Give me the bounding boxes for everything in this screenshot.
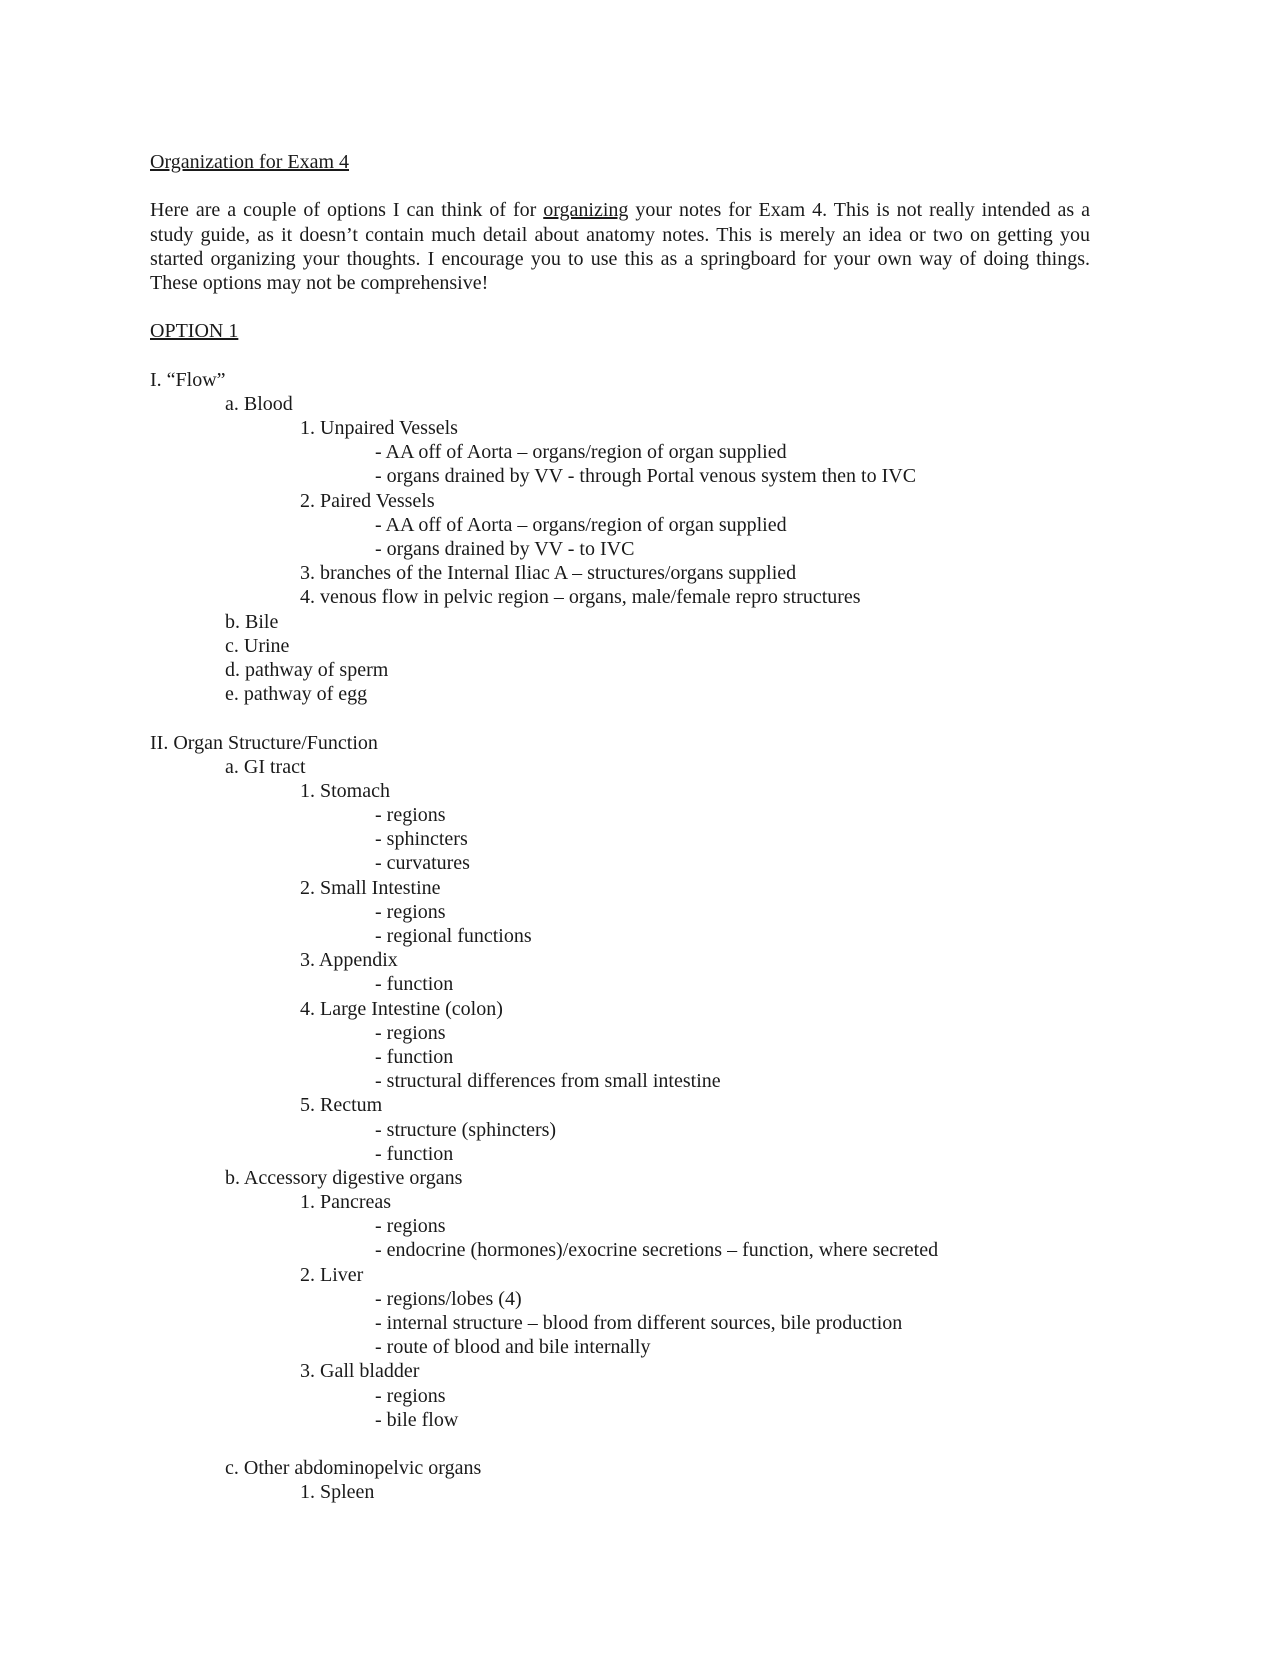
outline-item-level-1: b. Bile — [225, 610, 279, 633]
outline-item-level-3: - function — [375, 1142, 454, 1165]
outline-item-level-2: 3. branches of the Internal Iliac A – structures/organs supplied — [300, 562, 797, 585]
outline-item-level-3: - sphincters — [375, 828, 468, 851]
outline-item-level-3: - organs drained by VV - to IVC — [375, 538, 635, 560]
outline-item-level-0: I. “Flow” — [150, 368, 226, 391]
outline-item-level-1: a. Blood — [225, 392, 293, 415]
outline-item-level-3: - structure (sphincters) — [375, 1118, 557, 1141]
outline-item-level-3: - regions — [375, 1384, 446, 1407]
outline-item-level-0: II. Organ Structure/Function — [150, 731, 378, 754]
outline-item-level-1: e. pathway of egg — [225, 683, 368, 706]
organizing-word: organizing — [543, 199, 629, 222]
outline-item-level-2: 4. venous flow in pelvic region – organs, male/female repro structures — [300, 586, 861, 609]
intro-line-3: started organizing your thoughts. I encourage you to use this as a springboard for your own way of doing things. — [150, 247, 1090, 270]
outline-list — [150, 368, 1090, 1505]
outline-item-level-3: - function — [375, 1045, 454, 1068]
intro-line-2: study guide, as it doesn’t contain much detail about anatomy notes. This is merely an idea or two on getting you — [150, 223, 1090, 246]
intro-line-4: These options may not be comprehensive! — [150, 271, 489, 294]
outline-item-level-2: 1. Spleen — [300, 1481, 375, 1504]
spacer — [150, 706, 1090, 730]
option-heading: OPTION 1 — [150, 320, 239, 343]
outline-item-level-3: - endocrine (hormones)/exocrine secretions – function, where secreted — [375, 1239, 939, 1262]
outline-item-level-3: - AA off of Aorta – organs/region of organ supplied — [375, 441, 787, 464]
spacer — [150, 295, 1090, 319]
outline-item-level-3: - function — [375, 973, 454, 996]
outline-item-level-3: - curvatures — [375, 852, 470, 875]
outline-item-level-1: c. Urine — [225, 634, 290, 657]
outline-item-level-3: - regions/lobes (4) — [375, 1287, 522, 1310]
outline-item-level-3: - regional functions — [375, 925, 532, 947]
outline-item-level-3: - structural differences from small intestine — [375, 1070, 721, 1093]
outline-item-level-3: - regions — [375, 804, 446, 827]
outline-item-level-1: b. Accessory digestive organs — [225, 1166, 463, 1189]
outline-item-level-2: 1. Stomach — [300, 779, 390, 802]
intro-text: Here are a couple of options I can think of for — [150, 199, 544, 222]
outline-item-level-3: - regions — [375, 1021, 446, 1044]
outline-item-level-2: 2. Paired Vessels — [300, 489, 435, 512]
page-title: Organization for Exam 4 — [150, 151, 350, 173]
outline-item-level-2: 3. Appendix — [300, 949, 398, 972]
outline-item-level-2: 3. Gall bladder — [300, 1360, 420, 1383]
outline-item-level-2: 4. Large Intestine (colon) — [300, 997, 503, 1020]
intro-line-1 — [150, 198, 1090, 222]
outline-item-level-1: a. GI tract — [225, 755, 306, 778]
intro-text: your notes for Exam 4. This is not really intended as a — [628, 199, 1090, 222]
outline-item-level-3: - AA off of Aorta – organs/region of organ supplied — [375, 513, 787, 536]
outline-item-level-2: 2. Small Intestine — [300, 876, 441, 899]
outline-item-level-2: 1. Pancreas — [300, 1191, 392, 1214]
outline-item-level-3: - internal structure – blood from different sources, bile production — [375, 1312, 903, 1334]
spacer — [150, 1432, 1090, 1456]
document-page — [150, 150, 1090, 1505]
outline-item-level-3: - regions — [375, 1215, 446, 1238]
outline-item-level-2: 1. Unpaired Vessels — [300, 417, 458, 440]
intro-paragraph — [150, 198, 1090, 295]
outline-item-level-2: 2. Liver — [300, 1263, 364, 1286]
outline-item-level-2: 5. Rectum — [300, 1094, 383, 1117]
outline-item-level-3: - regions — [375, 900, 446, 923]
outline-item-level-3: - organs drained by VV - through Portal venous system then to IVC — [375, 465, 917, 488]
outline-item-level-1: c. Other abdominopelvic organs — [225, 1457, 482, 1480]
outline-item-level-3: - bile flow — [375, 1408, 459, 1431]
spacer — [150, 344, 1090, 368]
spacer — [150, 174, 1090, 198]
outline-item-level-1: d. pathway of sperm — [225, 658, 389, 681]
outline-item-level-3: - route of blood and bile internally — [375, 1336, 651, 1359]
